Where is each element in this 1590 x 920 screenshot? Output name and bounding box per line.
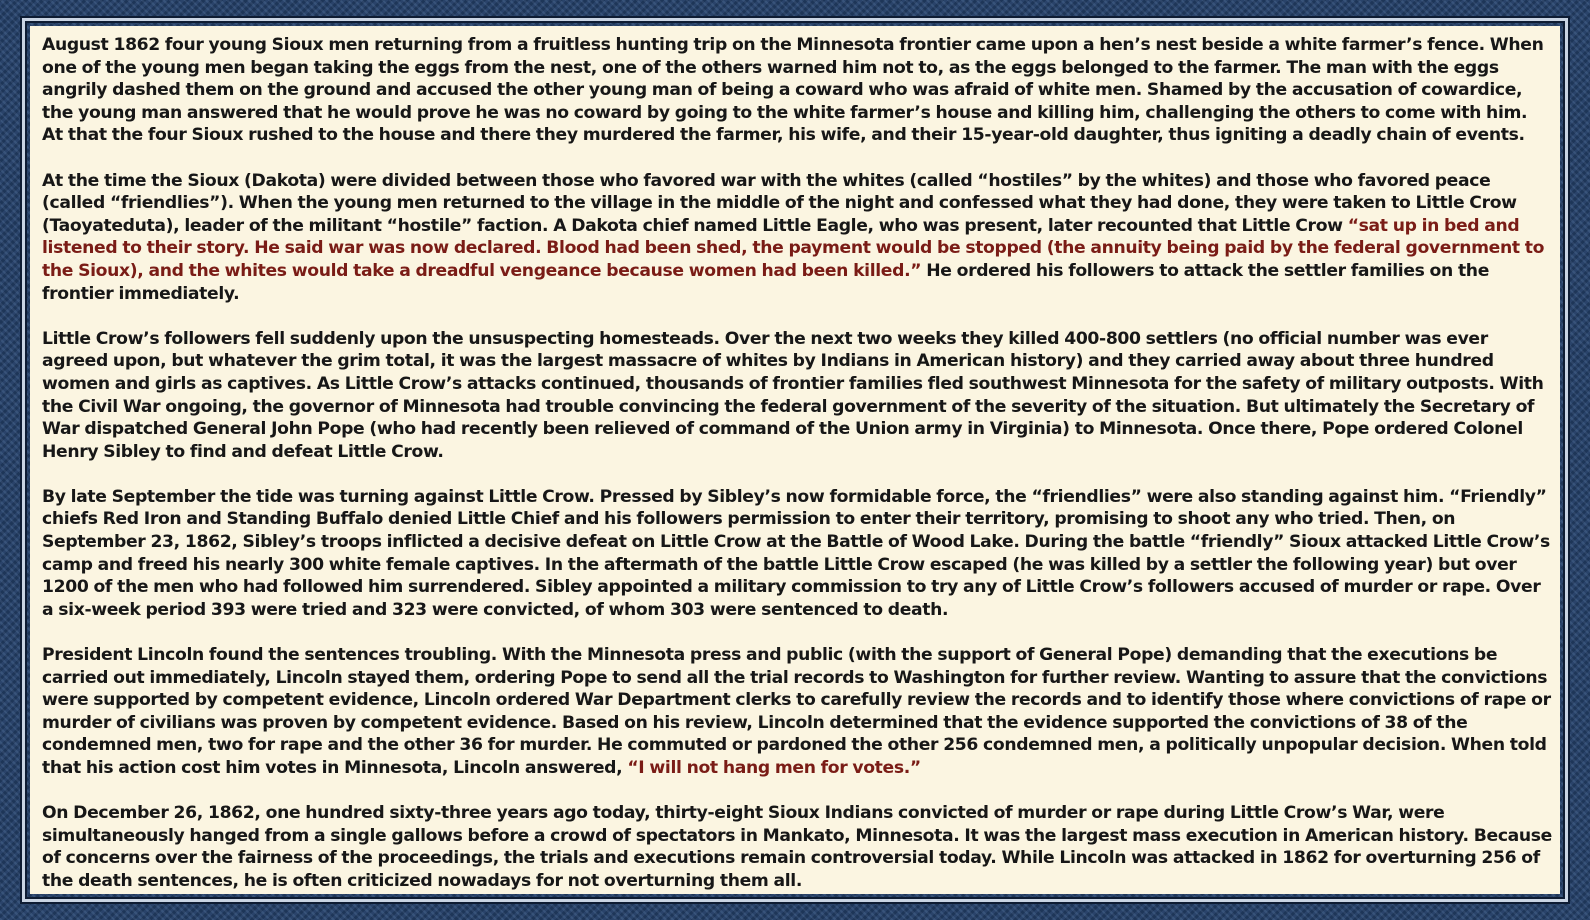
paragraph-6 <box>42 802 1552 892</box>
lincoln-quote: “I will not hang men for votes.” <box>627 758 921 778</box>
paragraph-text: At the time the Sioux (Dakota) were divided between those who favored war with the whites (called “hostiles” by the whites) and those who favored peace (called “friendlies”). When the young men returned to the village in the middle of the night and confessed what they had done, they were taken to Little Crow (Taoyateduta), leader of the militant “hostile” faction. A Dakota chief named Little Eagle, who was present, later recounted that Little Crow <box>42 170 1517 236</box>
article-panel <box>30 26 1560 894</box>
paragraph-5 <box>42 644 1552 780</box>
paragraph-2 <box>42 170 1552 306</box>
paragraph-text: August 1862 four young Sioux men returning from a fruitless hunting trip on the Minnesota frontier came upon a hen’s nest beside a white farmer’s fence. When one of the young men began taking the eggs from the nest, one of the others warned him not to, as the eggs belonged to the farmer. The man with the eggs angrily dashed them on the ground and accused the other young man of being a coward who was afraid of white men. Shamed by the accusation of cowardice, the young man answered that he would prove he was no coward by going to the white farmer’s house and killing him, challenging the others to come with him. At that the four Sioux rushed to the house and there they murdered the farmer, his wife, and their 15-year-old daughter, thus igniting a deadly chain of events. <box>42 35 1544 146</box>
paragraph-text: Little Crow’s followers fell suddenly upon the unsuspecting homesteads. Over the next two weeks they killed 400-800 settlers (no official number was ever agreed upon, but whatever the grim total, it was the largest massacre of whites by Indians in American history) and they carried away about three hundred women and girls as captives. As Little Crow’s attacks continued, thousands of frontier families fled southwest Minnesota for the safety of military outposts. With the Civil War ongoing, the governor of Minnesota had trouble convincing the federal government of the severity of the situation. But ultimately the Secretary of War dispatched General John Pope (who had recently been relieved of command of the Union army in Virginia) to Minnesota. Once there, Pope ordered Colonel Henry Sibley to find and defeat Little Crow. <box>42 328 1544 462</box>
paragraph-text: President Lincoln found the sentences troubling. With the Minnesota press and public (with the support of General Pope) demanding that the executions be carried out immediately, Lincoln stayed them, ordering Pope to send all the trial records to Washington for further review. Wanting to assure that the convictions were supported by competent evidence, Lincoln ordered War Department clerks to carefully review the records and to identify those where convictions of rape or murder of civilians was proven by competent evidence. Based on his review, Lincoln determined that the evidence supported the convictions of 38 of the condemned men, two for rape and the other 36 for murder. He commuted or pardoned the other 256 condemned men, a politically unpopular decision. When told that his action cost him votes in Minnesota, Lincoln answered, <box>42 645 1551 778</box>
paragraph-text: He ordered his followers to attack the settler families on the frontier immediately. <box>42 260 1489 304</box>
paragraph-4 <box>42 486 1552 622</box>
paragraph-text: On December 26, 1862, one hundred sixty-three years ago today, thirty-eight Sioux Indians convicted of murder or rape during Little Crow’s War, were simultaneously hanged from a single gallows before a crowd of spectators in Mankato, Minnesota. It was the largest mass execution in American history. Because of concerns over the fairness of the proceedings, the trials and executions remain controversial today. While Lincoln was attacked in 1862 for overturning 256 of the death sentences, he is often criticized nowadays for not overturning them all. <box>42 803 1552 891</box>
paragraph-1 <box>42 34 1552 147</box>
little-eagle-quote: “sat up in bed and listened to their story. He said war was now declared. Blood had been shed, the payment would be stopped (the annuity being paid by the federal government to the Sioux), and the whites would take a dreadful vengeance because women had been killed.” <box>42 215 1545 281</box>
paragraph-3 <box>42 328 1552 464</box>
paragraph-text: By late September the tide was turning against Little Crow. Pressed by Sibley’s now formidable force, the “friendlies” were also standing against him. “Friendly” chiefs Red Iron and Standing Buffalo denied Little Chief and his followers permission to enter their territory, promising to shoot any who tried. Then, on September 23, 1862, Sibley’s troops inflicted a decisive defeat on Little Crow at the Battle of Wood Lake. During the battle “friendly” Sioux attacked Little Crow’s camp and freed his nearly 300 white female captives. In the aftermath of the battle Little Crow escaped (he was killed by a settler the following year) but over 1200 of the men who had followed him surrendered. Sibley appointed a military commission to try any of Little Crow’s followers accused of murder or rape. Over a six-week period 393 were tried and 323 were convicted, of whom 303 were sentenced to death. <box>42 486 1550 620</box>
